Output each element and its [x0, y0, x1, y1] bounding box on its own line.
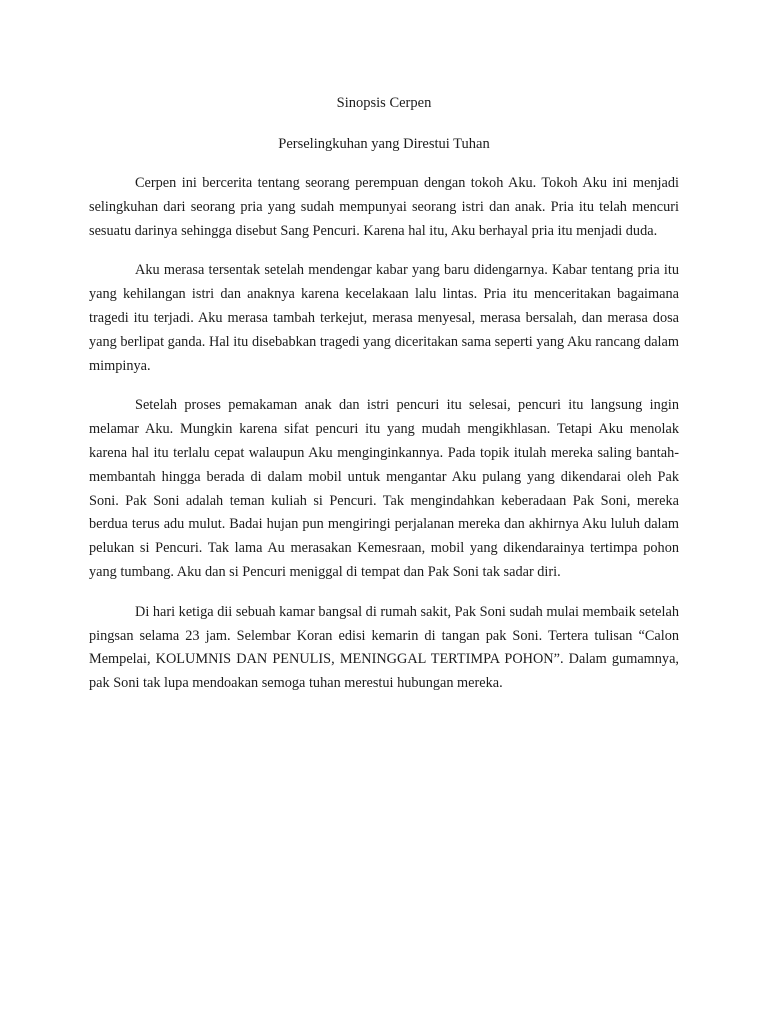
document-title: Sinopsis Cerpen: [336, 95, 432, 111]
story-title: Perselingkuhan yang Direstui Tuhan: [278, 136, 490, 152]
paragraph-4: Di hari ketiga dii sebuah kamar bangsal di rumah sakit, Pak Soni sudah mulai membaik setelah pingsan selama 23 jam. Selembar Koran edisi kemarin di tangan pak Soni. Tertera tulisan “Calon Mempelai, KOLUMNIS DAN PENULIS, MENINGGAL TERTIMPA POHON”. Dalam gumamnya, pak Soni tak lupa mendoakan semoga tuhan merestui hubungan mereka.: [89, 603, 679, 692]
paragraph-2: Aku merasa tersentak setelah mendengar kabar yang baru didengarnya. Kabar tentang pria itu yang kehilangan istri dan anaknya karena kecelakaan lalu lintas. Pria itu menceritakan bagaimana tragedi itu terjadi. Aku merasa tambah terkejut, merasa menyesal, merasa bersalah, dan merasa dosa yang berlipat ganda. Hal itu disebabkan tragedi yang diceritakan sama seperti yang Aku rancang dalam mimpinya.: [89, 262, 679, 374]
paragraph-3: Setelah proses pemakaman anak dan istri pencuri itu selesai, pencuri itu langsung ingin melamar Aku. Mungkin karena sifat pencuri itu yang mudah mengikhlasan. Tetapi Aku menolak karena hal itu terlalu cepat walaupun Aku menginginkannya. Pada topik itulah mereka saling bantah-membantah hingga berada di dalam mobil untuk mengantar Aku pulang yang dikendarai oleh Pak Soni. Pak Soni adalah teman kuliah si Pencuri. Tak mengindahkan keberadaan Pak Soni, mereka berdua terus adu mulut. Badai hujan pun mengiringi perjalanan mereka dan akhirnya Aku luluh dalam pelukan si Pencuri. Tak lama Au merasakan Kemesraan, mobil yang dikendarainya tertimpa pohon yang tumbang. Aku dan si Pencuri meniggal di tempat dan Pak Soni tak sadar diri.: [89, 397, 679, 580]
synopsis-body: [89, 172, 679, 712]
paragraph-1: Cerpen ini bercerita tentang seorang perempuan dengan tokoh Aku. Tokoh Aku ini menjadi selingkuhan dari seorang pria yang sudah mempunyai seorang istri dan anak. Pria itu telah mencuri sesuatu darinya sehingga disebut Sang Pencuri. Karena hal itu, Aku berhayal pria itu menjadi duda.: [89, 175, 679, 239]
